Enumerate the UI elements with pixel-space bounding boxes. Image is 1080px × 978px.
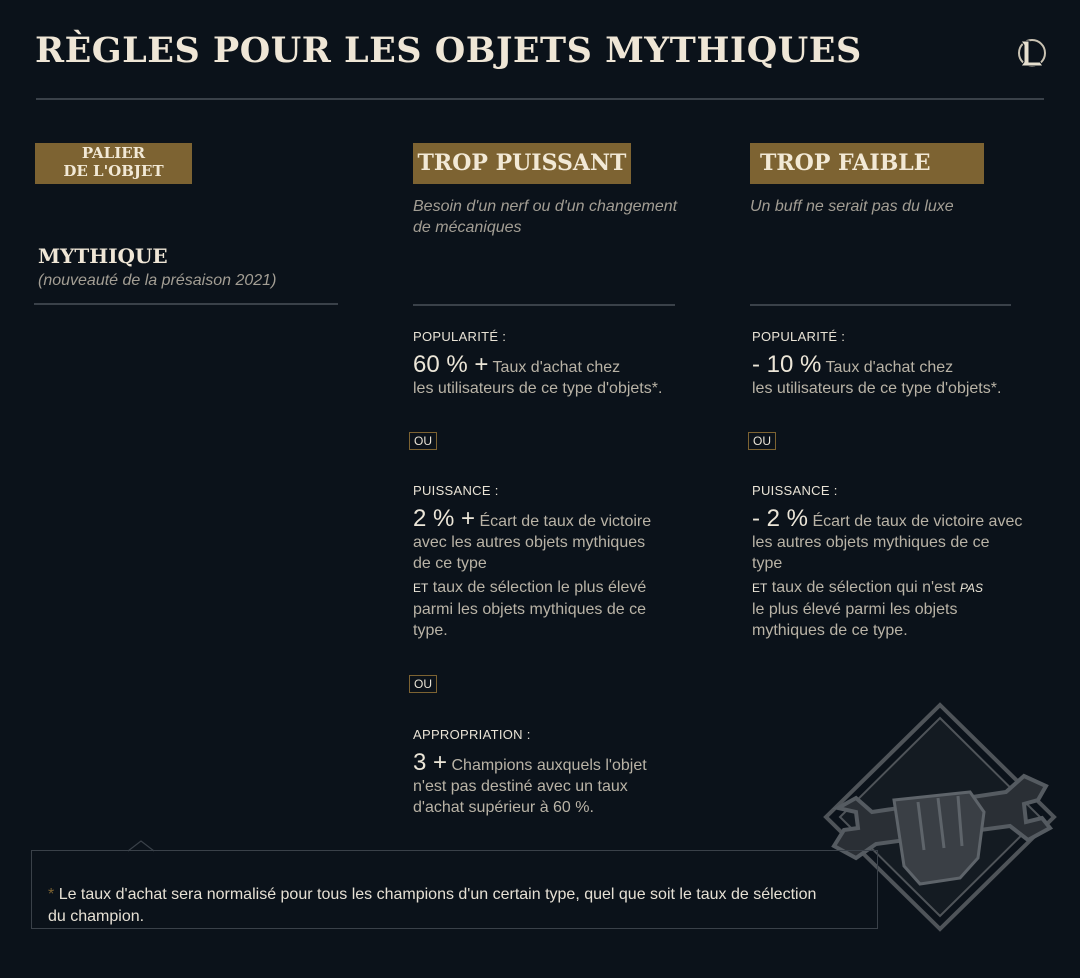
weak-description: Un buff ne serait pas du luxe (750, 198, 954, 215)
op-appropriation-label: APPROPRIATION : (413, 727, 531, 742)
weak-power-value: - 2 % (752, 505, 809, 532)
op-popularity-label: POPULARITÉ : (413, 329, 507, 344)
op-power: 2 % + Écart de taux de victoire avec les autres objets mythiques de ce type ET taux de sélection le plus élevé parmi les objets mythiques de ce type. (413, 505, 652, 639)
op-header: TROP PUISSANT (413, 143, 631, 184)
title-divider (36, 98, 1044, 100)
op-or-badge-2: OU (409, 675, 437, 693)
op-appropriation: 3 + Champions auxquels l'objet n'est pas destiné avec un taux d'achat supérieur à 60 %. (413, 749, 647, 816)
weak-divider (750, 304, 1011, 306)
footnote-text: * Le taux d'achat sera normalisé pour tous les champions d'un certain type, quel que soit le taux de sélection du champion. (48, 886, 817, 925)
op-popularity-value: 60 % + (413, 351, 489, 378)
op-description: Besoin d'un nerf ou d'un changement de mécaniques (413, 198, 678, 236)
weak-or-badge: OU (748, 432, 776, 450)
weak-popularity: - 10 % Taux d'achat chez les utilisateurs de ce type d'objets*. (752, 351, 1002, 397)
op-divider (413, 304, 675, 306)
weak-header: TROP FAIBLE (750, 143, 984, 184)
op-or-badge-1: OU (409, 432, 437, 450)
weak-power: - 2 % Écart de taux de victoire avec les autres objets mythiques de ce type ET taux de sélection qui n'est PAS le plus élevé parmi les objets mythiques de ce type. (752, 505, 1023, 639)
tier-divider (34, 303, 338, 305)
footnote-star: * (48, 886, 55, 903)
league-logo-icon (1016, 36, 1046, 70)
op-power-value: 2 % + (413, 505, 476, 532)
page-title: RÈGLES POUR LES OBJETS MYTHIQUES (35, 30, 862, 71)
weak-popularity-value: - 10 % (752, 351, 822, 378)
weak-popularity-label: POPULARITÉ : (752, 329, 846, 344)
op-appropriation-value: 3 + (413, 749, 448, 776)
tier-name: MYTHIQUE (38, 244, 168, 268)
op-popularity: 60 % + Taux d'achat chez les utilisateurs de ce type d'objets*. (413, 351, 663, 397)
tier-subtitle: (nouveauté de la présaison 2021) (38, 272, 277, 289)
weak-power-label: PUISSANCE : (752, 483, 838, 498)
tier-header: PALIER DE L'OBJET (35, 143, 192, 184)
op-power-label: PUISSANCE : (413, 483, 499, 498)
